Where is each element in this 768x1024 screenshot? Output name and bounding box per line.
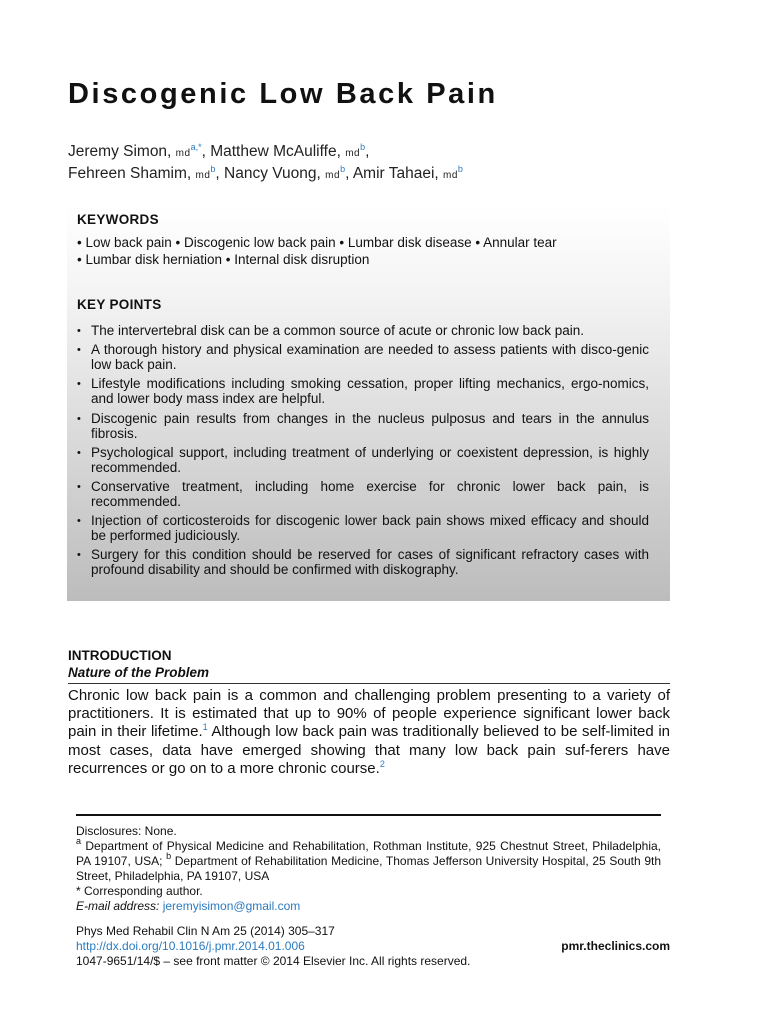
footnotes bbox=[76, 824, 661, 914]
keywords-line: • Low back pain • Discogenic low back pain • Lumbar disk disease • Annular tear bbox=[77, 235, 557, 250]
journal-reference: Phys Med Rehabil Clin N Am 25 (2014) 305–317 bbox=[76, 924, 335, 938]
affiliation-link[interactable]: b bbox=[340, 164, 346, 174]
author-name: Nancy Vuong, bbox=[224, 165, 326, 182]
key-point-item: • A thorough history and physical examination are needed to assess patients with disco-genic low back pain. bbox=[77, 342, 649, 372]
keywords-text bbox=[77, 234, 662, 268]
keywords-heading: KEYWORDS bbox=[77, 212, 159, 227]
copyright-line: 1047-9651/14/$ – see front matter © 2014 Elsevier Inc. All rights reserved. bbox=[76, 954, 471, 968]
key-point-item: • Discogenic pain results from changes in the nucleus pulposus and tears in the annulus fibrosis. bbox=[77, 411, 649, 441]
affiliation-link[interactable]: b bbox=[210, 164, 216, 174]
section-heading: INTRODUCTION bbox=[68, 648, 172, 663]
email-line bbox=[76, 899, 661, 914]
key-points-heading: KEY POINTS bbox=[77, 297, 162, 312]
footnote-divider bbox=[76, 814, 661, 816]
reference-link[interactable]: 1 bbox=[202, 722, 208, 733]
doi-link[interactable]: http://dx.doi.org/10.1016/j.pmr.2014.01.006 bbox=[76, 939, 305, 953]
key-point-item: • Injection of corticosteroids for discogenic lower back pain shows mixed efficacy and should be performed judiciously. bbox=[77, 513, 649, 543]
author-name: Jeremy Simon, bbox=[68, 143, 176, 160]
paragraph-text: Although low back pain was traditionally believed to be self-limited in most cases, data have emerged showing that many low back pain suf-ferers have recurrences or go on to a more chronic course. bbox=[68, 723, 670, 777]
email-link[interactable]: jeremyisimon@gmail.com bbox=[162, 899, 301, 913]
author-degree: md bbox=[345, 148, 361, 159]
citation-block bbox=[76, 924, 670, 969]
affiliation-marker: b bbox=[166, 851, 172, 861]
key-point-item: • Conservative treatment, including home exercise for chronic lower back pain, is recommended. bbox=[77, 479, 649, 509]
corresponding-author: * Corresponding author. bbox=[76, 884, 203, 898]
affiliation-link[interactable]: b bbox=[360, 142, 366, 152]
author-name: Matthew McAuliffe, bbox=[210, 143, 346, 160]
author-name: Amir Tahaei, bbox=[352, 165, 444, 182]
author-degree: md bbox=[195, 170, 211, 181]
author-degree: md bbox=[175, 148, 191, 159]
key-point-item: • Psychological support, including treatment of underlying or coexistent depression, is highly recommended. bbox=[77, 445, 649, 475]
affiliation-text: Department of Rehabilitation Medicine, Thomas Jefferson University Hospital, 25 South 9th Street, Philadelphia, PA 19107, USA bbox=[76, 854, 662, 883]
reference-link[interactable]: 2 bbox=[379, 758, 385, 769]
affiliation-text: Department of Physical Medicine and Rehabilitation, Rothman Institute, 925 Chestnut Street, Philadelphia, PA 19107, USA; bbox=[76, 839, 661, 868]
author-list bbox=[68, 142, 708, 186]
author-degree: md bbox=[325, 170, 341, 181]
key-point-item: • The intervertebral disk can be a common source of acute or chronic low back pain. bbox=[77, 323, 649, 338]
section-subheading: Nature of the Problem bbox=[68, 665, 670, 684]
separator: , bbox=[215, 165, 225, 182]
keywords-keypoints-box bbox=[67, 205, 670, 601]
author-name: Fehreen Shamim, bbox=[68, 165, 196, 182]
article-title: Discogenic Low Back Pain bbox=[68, 78, 498, 110]
paragraph-text: Chronic low back pain is a common and challenging problem presenting to a variety of practitioners. It is estimated that up to 90% of people experience significant lower back pain in their lifetime. bbox=[68, 687, 670, 741]
separator: , bbox=[201, 143, 211, 160]
affiliation-link[interactable]: a,* bbox=[190, 142, 202, 152]
key-points-list bbox=[77, 323, 649, 582]
key-point-item: • Surgery for this condition should be reserved for cases of significant refractory cases with profound disability and should be confirmed with diskography. bbox=[77, 547, 649, 577]
journal-site-link[interactable]: pmr.theclinics.com bbox=[561, 939, 670, 953]
author-degree: md bbox=[443, 170, 458, 181]
separator: , bbox=[345, 165, 353, 182]
affiliation-marker: a bbox=[76, 836, 82, 846]
email-label: E-mail address: bbox=[76, 899, 163, 913]
affiliation-link[interactable]: b bbox=[457, 164, 463, 174]
affiliations bbox=[76, 836, 662, 884]
disclosures: Disclosures: None. bbox=[76, 824, 177, 838]
key-point-item: • Lifestyle modifications including smoking cessation, proper lifting mechanics, ergo-nomics, and lower body mass index are helpful. bbox=[77, 376, 649, 406]
keywords-line: • Lumbar disk herniation • Internal disk disruption bbox=[77, 252, 370, 267]
separator: , bbox=[365, 143, 370, 160]
body-paragraph bbox=[68, 687, 670, 778]
